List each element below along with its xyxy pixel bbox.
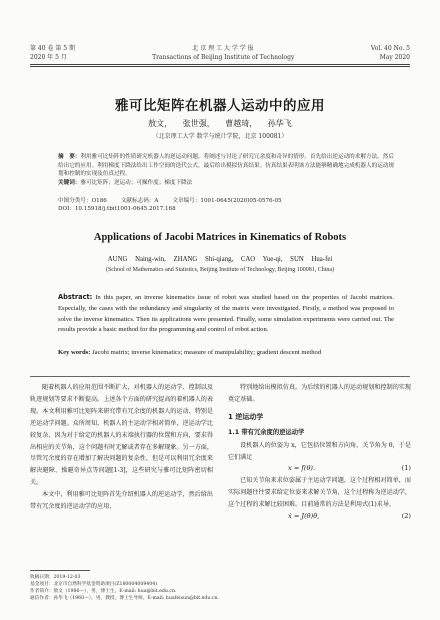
authors-cn: 敖文， 张世强， 曹越琦， 孙华飞 <box>148 119 292 128</box>
section-separator <box>30 376 410 377</box>
title-en: Applications of Jacobi Matrices in Kinematics of Robots <box>93 232 347 243</box>
abstract-cn-text: 利用雅可比矩阵的性质研究机器人的逆运动问题，将阐述与讨论了研究冗余度和奇异的情形。首先给出逆运动的求解方法，然后给出它的应用。利用梯度下降法给出工作空间的迭代公式，最后给出模拟仿真结果。仿真结果表明该方法能够精确地完成机器人的运动规划和控制的实现及仿真过程。 <box>58 154 394 178</box>
doi: DOI：10.15918/j.tbit1001-0645.2017.168 <box>58 206 176 213</box>
footnote-author: 作者简介：敖文（1986—），男，博士生，E-mail: hua@bit.edu.cn. <box>30 589 177 594</box>
equation-1-body: x = f(θ). <box>288 464 316 473</box>
abstract-en <box>58 292 394 336</box>
equation-2 <box>228 511 411 523</box>
header-date-en: May 2020 <box>379 54 410 61</box>
footnote-fund: 基金项目：北京市自然科学基金资助项目(Z180004009404) <box>30 582 158 587</box>
article-meta <box>58 197 394 213</box>
header-volume-en: Vol. 40 No. 5 <box>370 45 410 52</box>
intro-paragraph-2: 本文中，利用雅可比矩阵首先介绍机器人的逆运动学，然后给出带有冗余度的逆运动学的应用， <box>30 491 213 511</box>
body-paragraph: 设机器人的位姿为 x，它包括位置和方向角，关节角为 θ，于是它们满足 <box>228 441 411 461</box>
equation-1-number: (1) <box>401 464 411 473</box>
header-journal-en: Transactions of Beijing Institute of Technology <box>152 54 295 61</box>
affiliation-en: (School of Mathematics and Statistics, Beijing Institute of Technology, Beijing 100081, China) <box>105 267 335 273</box>
footnote-rule <box>30 570 90 571</box>
authors-en: AUNG Naing-win, ZHANG Shi-qiang, CAO Yue-qi, SUN Hua-fei <box>107 256 333 263</box>
title-cn: 雅可比矩阵在机器人运动中的应用 <box>115 98 325 114</box>
keywords-cn-label: 关键词： <box>58 179 81 186</box>
footnote <box>30 574 220 602</box>
section-heading-1: 1 逆运动学 <box>228 412 264 421</box>
abstract-cn <box>58 153 394 187</box>
body-paragraph-2: 已知关节角来求位姿属于主运动学问题，这个过程相对简单，而实际问题往往要求给定位姿来求解关节角，这个过程称为逆运动学，这个过程的求解比较困难。目前通常的方法是利用式(1)求导， <box>228 477 411 509</box>
body-right-column <box>228 382 411 523</box>
doc-code: 文献标志码：A <box>120 198 159 204</box>
keywords-en-block <box>58 348 394 359</box>
footnote-corresponding: 通信作者：孙华飞（1960—），男，教授，博士生导师，E-mail: huafeisun@bit.edu.cn. <box>30 596 220 601</box>
keywords-cn: 雅可比矩阵；逆运动；可操作度；梯度下降法 <box>80 179 193 186</box>
equation-2-body: ẋ = J(θ)θ̇, <box>288 512 320 521</box>
footnote-received: 收稿日期：2019-12-03 <box>30 575 81 580</box>
header-date-cn: 2020 年 5 月 <box>30 54 67 61</box>
abstract-cn-label: 摘 要： <box>58 154 81 160</box>
keywords-en: Jacobi matrix; inverse kinematics; measure of manipulability; gradient descent method <box>92 349 322 356</box>
header-volume: 第 40 卷 第 5 期 <box>30 45 75 52</box>
header-journal-cn: 北 京 理 工 大 学 学 报 <box>192 45 254 52</box>
subsection-heading-1-1: 1.1 带有冗余度的逆运动学 <box>228 428 305 436</box>
abstract-en-text: In this paper, an inverse kinematics issue of robot was studied based on the properties of Jacobi matrices. Especially, the cases with the redundancy and singularity of the matrix were investigated. Firstly, a method was proposed to solve the inverse kinematics. Then its applications were presented. Finally, some simulation experiments were carried out. The results provide a basic method for the programming and control of robot action. <box>58 294 394 334</box>
running-header <box>30 44 410 70</box>
affiliation-cn: （北京理工大学 数学与统计学院，北京 100081） <box>152 133 288 140</box>
header-rule <box>30 64 410 65</box>
clc-number: 中图分类号：O186 <box>58 198 107 204</box>
body-left-column <box>30 382 213 513</box>
equation-2-number: (2) <box>401 512 411 521</box>
keywords-en-label: Key words: <box>58 349 91 356</box>
article-number: 文章编号：1001-0645(2020)05-0576-05 <box>172 198 282 204</box>
intro-paragraph-3: 特别地给出模拟仿真。为后续的机器人的运动规划和控制的实现奠定基础。 <box>228 384 411 403</box>
abstract-en-label: Abstract: <box>58 293 93 301</box>
equation-1 <box>228 463 411 475</box>
header-rule-thin <box>30 66 410 67</box>
intro-paragraph-1: 随着机器人的应用范围不断扩大，对机器人的运动学、控制以及轨迹规划等要求不断提高。上述各个方面的研究提高的着机器人的表现。本文利用雅可比矩阵来研究带有冗余度的机器人的运动、特别是逆运动学问题。众所周知，机器人的主运动学相对简单，逆运动学比较复杂，因为对于给定的机器人的末端执行器的位置和方向，要求得出相应的关节角，这个问题有时无解或者存在多解现象。另一方面，尽管冗余度的存在增加了解决问题的复杂性，但是可以利用冗余度来解决避障、操避奇异点等问题[1-3]，这些研究与雅可比矩阵密切相关。 <box>30 384 213 487</box>
